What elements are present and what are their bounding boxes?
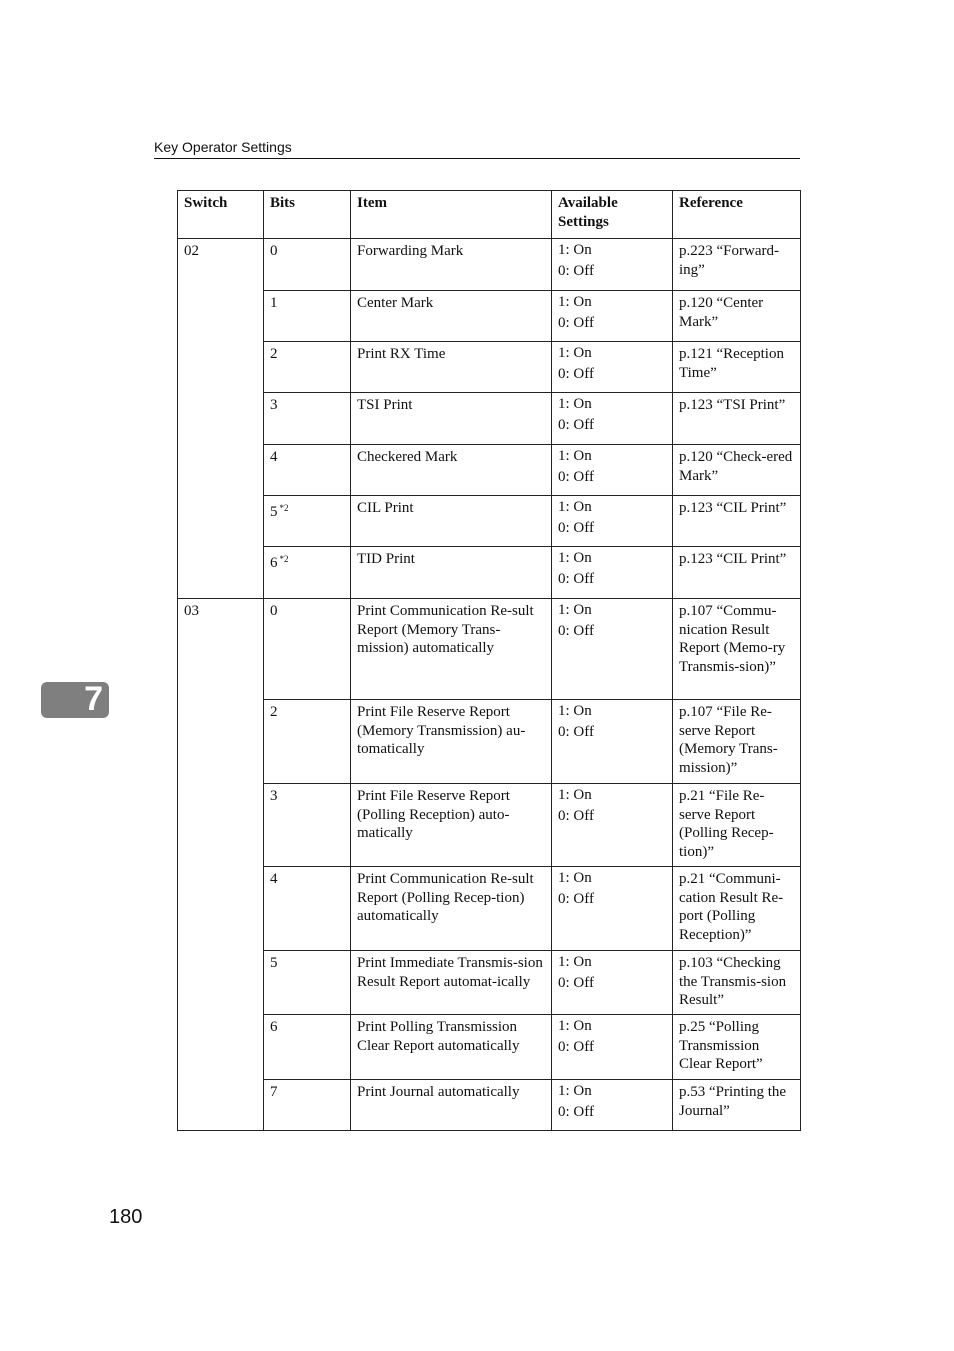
settings-table-body <box>178 239 801 1131</box>
table-row <box>178 496 801 547</box>
bit-cell <box>264 445 351 496</box>
running-header: Key Operator Settings <box>154 139 292 155</box>
available-settings-cell <box>552 342 673 393</box>
item-cell: Forwarding Mark <box>351 239 552 291</box>
setting-on: 1: On <box>558 954 592 970</box>
bit-cell <box>264 342 351 393</box>
table-row <box>178 599 801 700</box>
bit-value: 4 <box>270 449 278 465</box>
bit-cell <box>264 239 351 291</box>
setting-off: 0: Off <box>558 1038 594 1055</box>
bit-cell <box>264 393 351 445</box>
reference-cell: p.223 “Forward-ing” <box>673 239 801 291</box>
reference-cell: p.21 “File Re-serve Report (Polling Recep-tion)” <box>673 784 801 867</box>
available-settings-cell <box>552 393 673 445</box>
bit-value: 4 <box>270 871 278 887</box>
switch-cell: 02 <box>178 239 264 599</box>
column-header: Switch <box>178 191 264 239</box>
reference-cell: p.123 “CIL Print” <box>673 547 801 599</box>
bit-value: 5 <box>270 955 278 971</box>
column-header: Bits <box>264 191 351 239</box>
bit-cell <box>264 599 351 700</box>
setting-off: 0: Off <box>558 468 594 485</box>
footnote-marker: *2 <box>279 503 289 513</box>
column-header: Reference <box>673 191 801 239</box>
setting-on: 1: On <box>558 870 592 886</box>
bit-cell <box>264 547 351 599</box>
reference-cell: p.120 “Check-ered Mark” <box>673 445 801 496</box>
available-settings-cell <box>552 291 673 342</box>
available-settings-cell <box>552 784 673 867</box>
setting-off: 0: Off <box>558 723 594 740</box>
table-row <box>178 867 801 951</box>
setting-off: 0: Off <box>558 365 594 382</box>
table-header-row <box>178 191 801 239</box>
switch-cell: 03 <box>178 599 264 1131</box>
available-settings-cell <box>552 445 673 496</box>
item-cell: Print Journal automatically <box>351 1080 552 1131</box>
setting-on: 1: On <box>558 703 592 719</box>
reference-cell: p.107 “Commu-nication Result Report (Memo-ry Transmis-sion)” <box>673 599 801 700</box>
reference-cell: p.21 “Communi-cation Result Re-port (Polling Reception)” <box>673 867 801 951</box>
bit-cell <box>264 1015 351 1080</box>
page-number: 180 <box>109 1206 143 1228</box>
setting-on: 1: On <box>558 242 592 258</box>
available-settings-cell <box>552 700 673 784</box>
setting-off: 0: Off <box>558 416 594 433</box>
setting-off: 0: Off <box>558 974 594 991</box>
bit-value: 5 <box>270 504 278 520</box>
bit-value: 6 <box>270 1019 278 1035</box>
table-row <box>178 1015 801 1080</box>
table-row <box>178 291 801 342</box>
setting-on: 1: On <box>558 294 592 310</box>
table-row <box>178 1080 801 1131</box>
item-cell: CIL Print <box>351 496 552 547</box>
chapter-number: 7 <box>84 680 103 718</box>
setting-on: 1: On <box>558 787 592 803</box>
setting-off: 0: Off <box>558 314 594 331</box>
available-settings-cell <box>552 951 673 1015</box>
reference-cell: p.107 “File Re-serve Report (Memory Trans-mission)” <box>673 700 801 784</box>
footnote-marker: *2 <box>279 554 289 564</box>
setting-off: 0: Off <box>558 570 594 587</box>
setting-on: 1: On <box>558 550 592 566</box>
setting-off: 0: Off <box>558 807 594 824</box>
item-cell: Checkered Mark <box>351 445 552 496</box>
table-row <box>178 445 801 496</box>
table-row <box>178 547 801 599</box>
reference-cell: p.123 “CIL Print” <box>673 496 801 547</box>
item-cell: TID Print <box>351 547 552 599</box>
reference-cell: p.103 “Checking the Transmis-sion Result” <box>673 951 801 1015</box>
bit-cell <box>264 951 351 1015</box>
setting-on: 1: On <box>558 396 592 412</box>
item-cell: Print RX Time <box>351 342 552 393</box>
setting-on: 1: On <box>558 448 592 464</box>
setting-on: 1: On <box>558 1018 592 1034</box>
bit-value: 0 <box>270 603 278 619</box>
reference-cell: p.53 “Printing the Journal” <box>673 1080 801 1131</box>
item-cell: Print Immediate Transmis-sion Result Report automat-ically <box>351 951 552 1015</box>
bit-value: 6 <box>270 555 278 571</box>
table-row <box>178 951 801 1015</box>
settings-table <box>177 190 801 1131</box>
item-cell: Print File Reserve Report (Memory Transmission) au-tomatically <box>351 700 552 784</box>
reference-cell: p.123 “TSI Print” <box>673 393 801 445</box>
available-settings-cell <box>552 239 673 291</box>
bit-cell <box>264 291 351 342</box>
table-row <box>178 239 801 291</box>
available-settings-cell <box>552 1015 673 1080</box>
bit-value: 3 <box>270 788 278 804</box>
available-settings-cell <box>552 1080 673 1131</box>
available-settings-cell <box>552 496 673 547</box>
bit-value: 1 <box>270 295 278 311</box>
item-cell: Print File Reserve Report (Polling Reception) auto-matically <box>351 784 552 867</box>
reference-cell: p.25 “Polling Transmission Clear Report” <box>673 1015 801 1080</box>
available-settings-cell <box>552 547 673 599</box>
table-row <box>178 342 801 393</box>
bit-cell <box>264 784 351 867</box>
reference-cell: p.120 “Center Mark” <box>673 291 801 342</box>
item-cell: TSI Print <box>351 393 552 445</box>
setting-on: 1: On <box>558 602 592 618</box>
bit-cell <box>264 867 351 951</box>
table-row <box>178 784 801 867</box>
available-settings-cell <box>552 867 673 951</box>
table-row <box>178 393 801 445</box>
bit-value: 0 <box>270 243 278 259</box>
item-cell: Print Communication Re-sult Report (Polling Recep-tion) automatically <box>351 867 552 951</box>
setting-off: 0: Off <box>558 1103 594 1120</box>
bit-cell <box>264 496 351 547</box>
item-cell: Print Communication Re-sult Report (Memory Trans-mission) automatically <box>351 599 552 700</box>
column-header: Available Settings <box>552 191 673 239</box>
reference-cell: p.121 “Reception Time” <box>673 342 801 393</box>
setting-off: 0: Off <box>558 262 594 279</box>
table-row <box>178 700 801 784</box>
item-cell: Center Mark <box>351 291 552 342</box>
setting-off: 0: Off <box>558 622 594 639</box>
setting-on: 1: On <box>558 1083 592 1099</box>
bit-cell <box>264 1080 351 1131</box>
header-rule <box>154 158 800 159</box>
setting-off: 0: Off <box>558 519 594 536</box>
available-settings-cell <box>552 599 673 700</box>
bit-value: 2 <box>270 704 278 720</box>
setting-on: 1: On <box>558 345 592 361</box>
setting-off: 0: Off <box>558 890 594 907</box>
bit-value: 2 <box>270 346 278 362</box>
setting-on: 1: On <box>558 499 592 515</box>
bit-cell <box>264 700 351 784</box>
chapter-tab <box>41 682 109 718</box>
item-cell: Print Polling Transmission Clear Report automatically <box>351 1015 552 1080</box>
column-header: Item <box>351 191 552 239</box>
bit-value: 7 <box>270 1084 278 1100</box>
bit-value: 3 <box>270 397 278 413</box>
